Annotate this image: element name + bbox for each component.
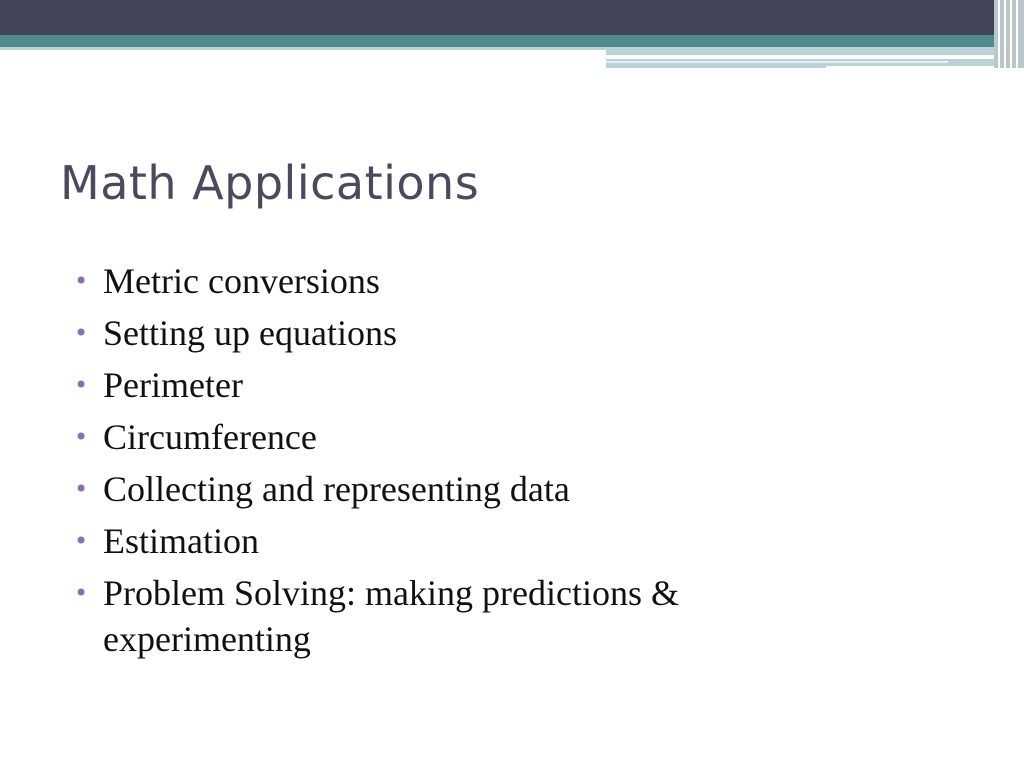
bullet-item	[74, 466, 843, 512]
bullet-dot-icon: •	[74, 475, 89, 503]
bullet-item	[74, 570, 843, 662]
edge-stripe	[1016, 0, 1018, 68]
bullet-text: Problem Solving: making predictions & experimenting	[103, 573, 679, 659]
bullet-text: Circumference	[103, 417, 317, 457]
bullet-list	[74, 258, 974, 668]
bullet-dot-icon: •	[74, 579, 89, 607]
edge-stripe	[1004, 0, 1006, 68]
bullet-item	[74, 518, 843, 564]
bullet-dot-icon: •	[74, 371, 89, 399]
header-tab-line	[606, 61, 948, 63]
bullet-text: Perimeter	[103, 365, 243, 405]
edge-stripe	[1010, 0, 1012, 68]
bullet-dot-icon: •	[74, 527, 89, 555]
bullet-dot-icon: •	[74, 423, 89, 451]
bullet-text: Collecting and representing data	[103, 469, 570, 509]
edge-stripe	[998, 0, 1000, 68]
header-edge-stripes	[994, 0, 1024, 68]
bullet-text: Setting up equations	[103, 313, 397, 353]
bullet-text: Estimation	[103, 521, 259, 561]
bullet-dot-icon: •	[74, 267, 89, 295]
header-banner-dark	[0, 0, 1024, 35]
bullet-item	[74, 310, 843, 356]
slide-title: Math Applications	[60, 156, 480, 210]
header-banner-teal	[0, 35, 1024, 47]
bullet-item	[74, 258, 843, 304]
bullet-dot-icon: •	[74, 319, 89, 347]
header-tab-line	[606, 55, 1024, 59]
bullet-item	[74, 414, 843, 460]
bullet-text: Metric conversions	[103, 261, 380, 301]
bullet-item	[74, 362, 843, 408]
